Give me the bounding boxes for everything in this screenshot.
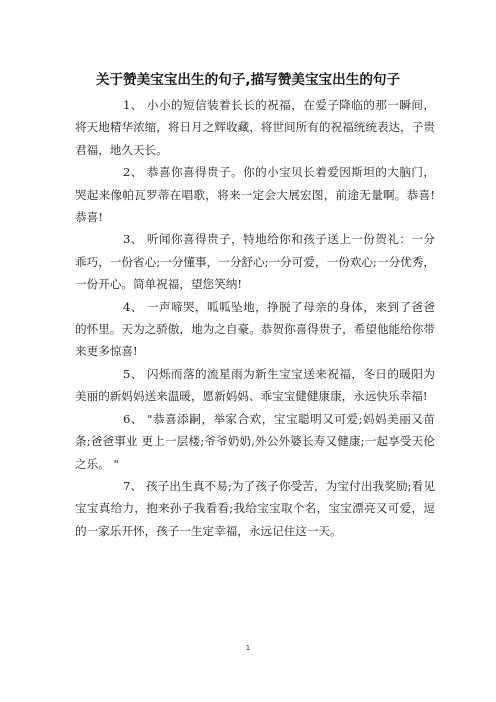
- paragraph-7: 7、 孩子出生真不易;为了孩子你受苦，为宝付出我奖励;看见宝宝真给力，抱来孙子我看看;我给宝宝取个名，宝宝漂亮又可爱，逗的一家乐开怀，孩子一生定幸福，永远记住这一天。: [75, 478, 435, 538]
- paragraph-6: 6、 "恭喜添嗣，举家合欢，宝宝聪明又可爱;妈妈美丽又苗条;爸爸事业 更上一层楼;爷爷奶奶,外公外婆长寿又健康;一起享受天伦之乐。 ": [75, 411, 435, 471]
- paragraph-4: 4、 一声啼哭，呱呱坠地，挣脱了母亲的身体，来到了爸爸的怀里。天为之骄傲，地为之自豪。恭贺你喜得贵子，希望他能给你带来更多惊喜!: [75, 299, 435, 359]
- document-title: 关于赞美宝宝出生的句子,描写赞美宝宝出生的句子: [95, 72, 401, 88]
- paragraph-5: 5、 闪烁而落的流星雨为新生宝宝送来祝福，冬日的暖阳为美丽的新妈妈送来温暖，愿新妈妈、乖宝宝健健康康，永远快乐幸福!: [75, 366, 435, 404]
- paragraph-2: 2、 恭喜你喜得贵子。你的小宝贝长着爱因斯坦的大脑门，哭起来像帕瓦罗蒂在唱歌，将来一定会大展宏图，前途无量啊。恭喜!恭喜!: [75, 165, 435, 225]
- paragraph-3: 3、 听闻你喜得贵子，特地给你和孩子送上一份贺礼：一分乖巧，一份省心;一分懂事，一分舒心;一分可爱，一份欢心;一分优秀，一份开心。简单祝福，望您笑纳!: [75, 232, 435, 292]
- page-number: 1: [245, 644, 251, 652]
- document-body: [75, 94, 435, 542]
- paragraph-1: 1、 小小的短信装着长长的祝福，在爱子降临的那一瞬间，将天地精华浓缩，将日月之辉收藏，将世间所有的祝福统统表达，子贵君福，地久天长。: [75, 98, 435, 157]
